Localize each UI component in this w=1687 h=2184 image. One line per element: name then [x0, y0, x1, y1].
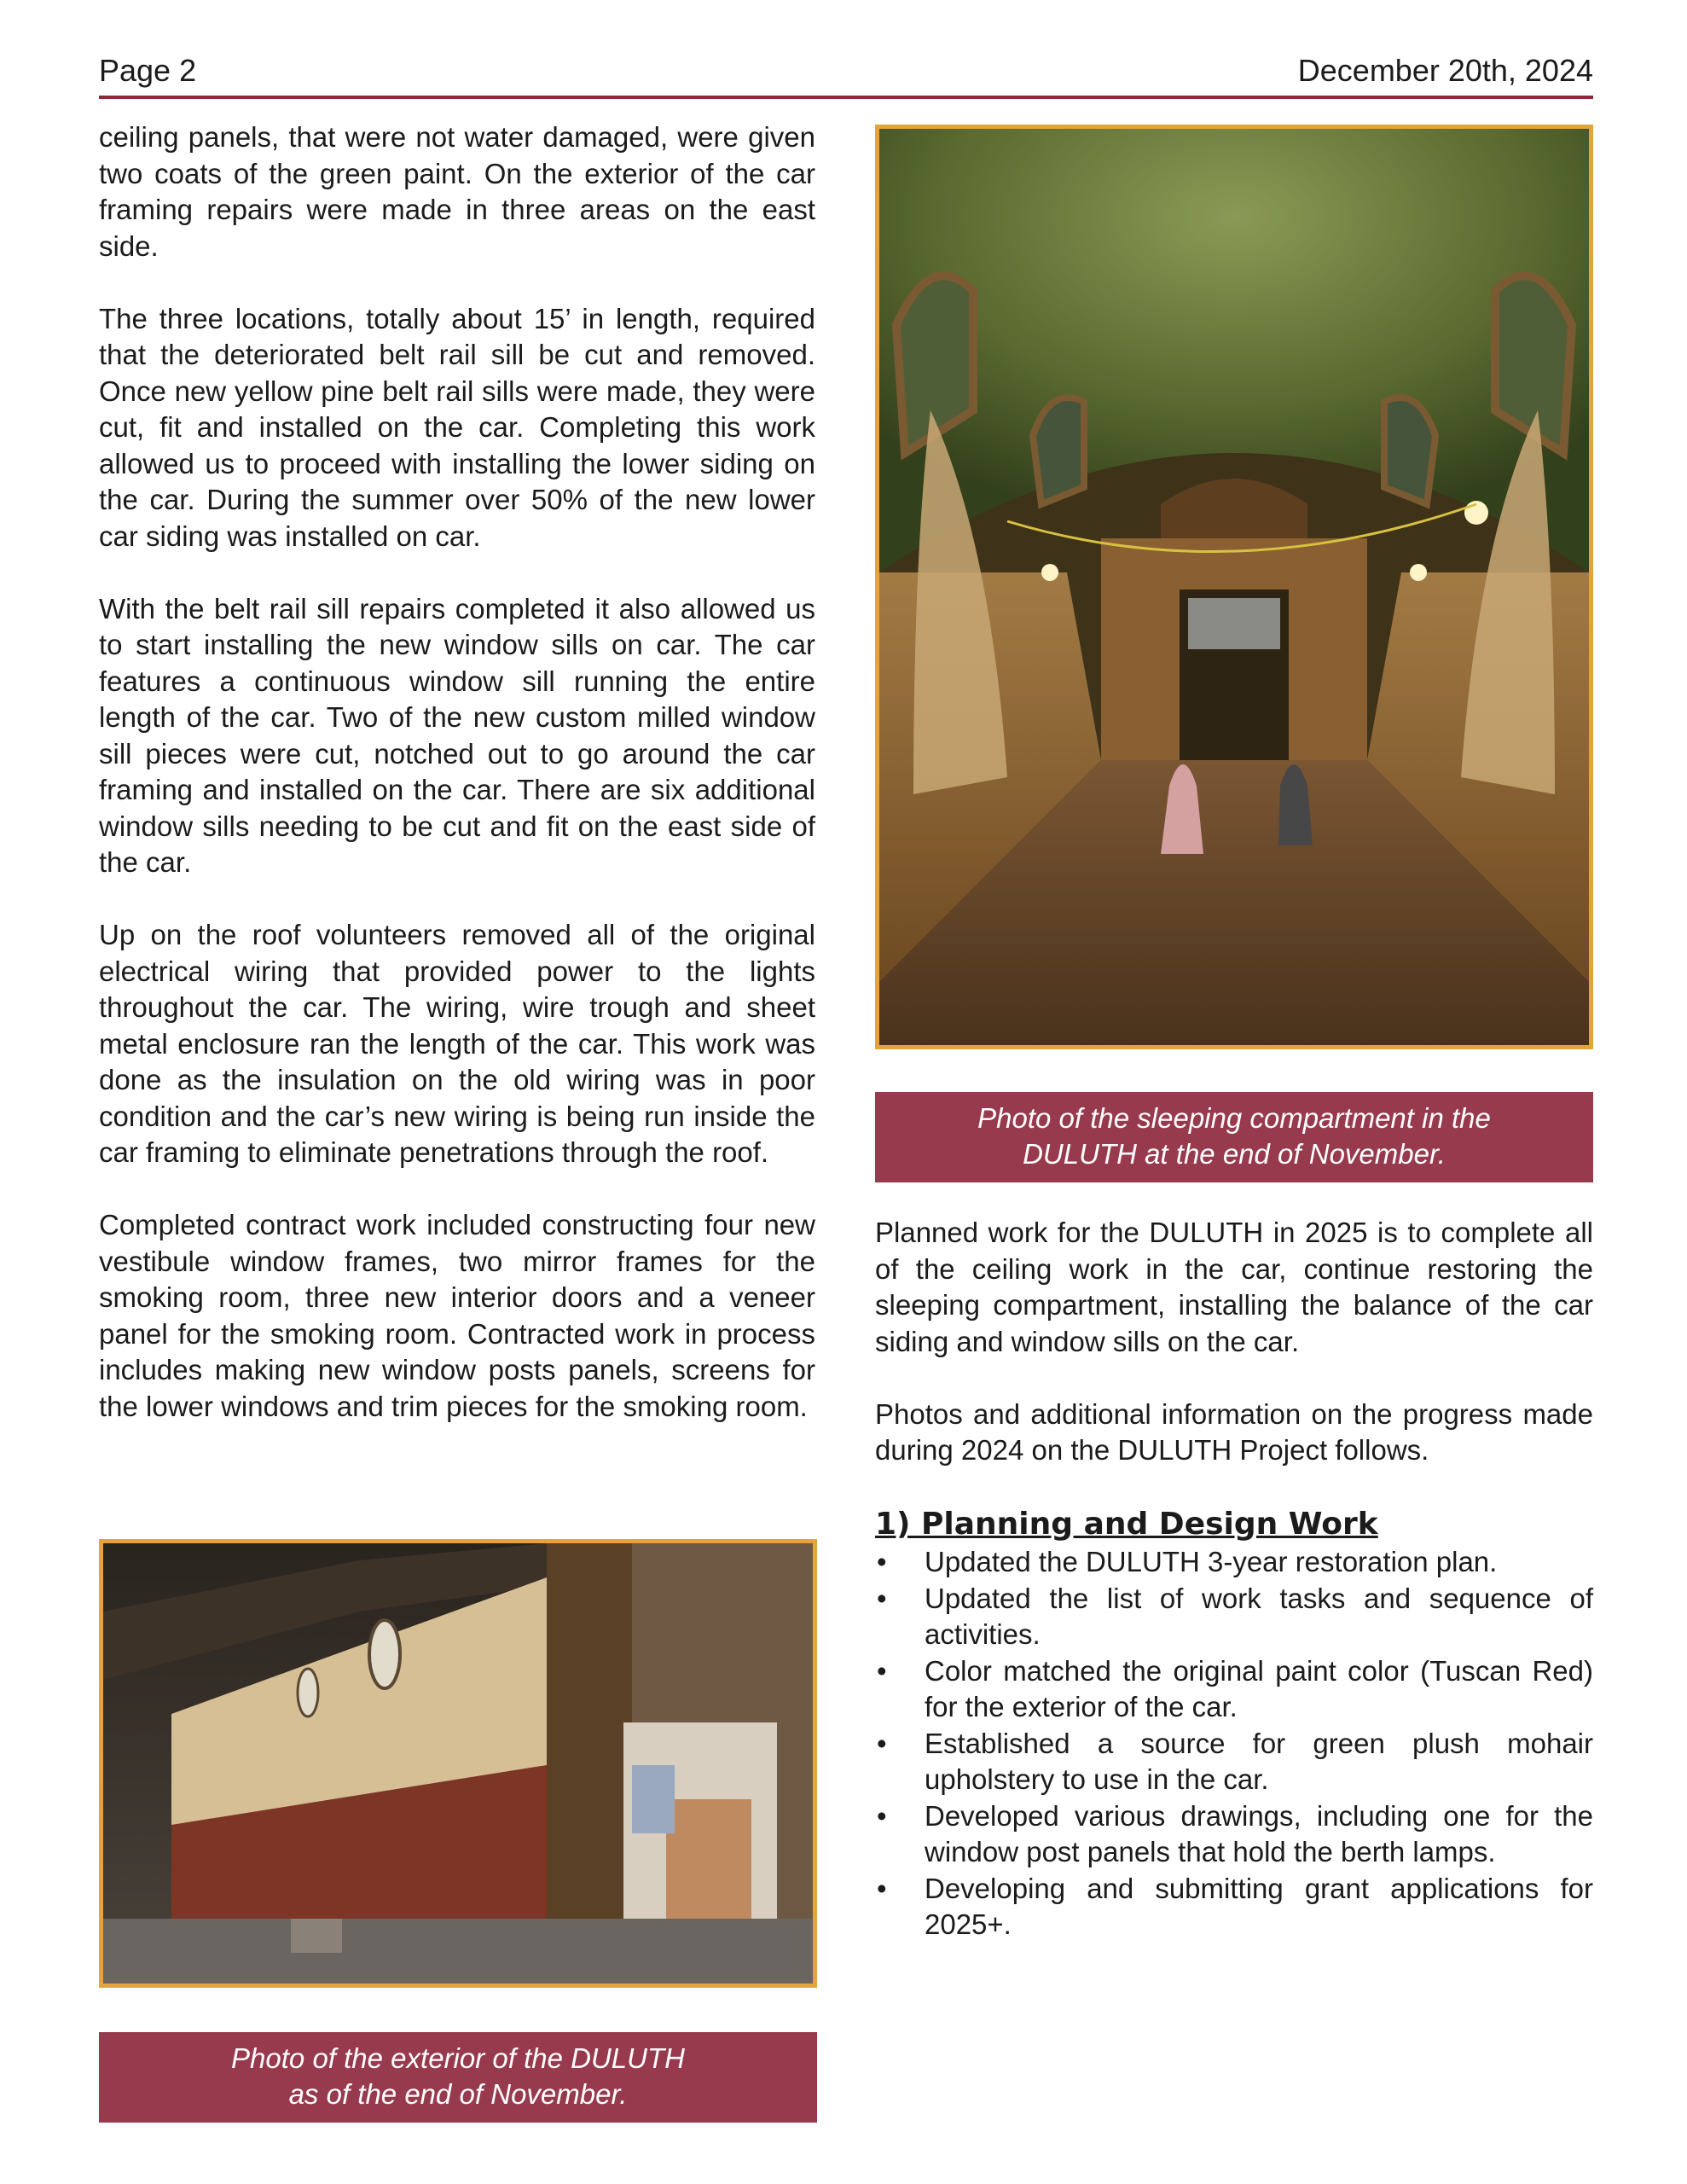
bullet-icon: •: [877, 1546, 887, 1577]
list-item: [875, 1544, 1593, 1581]
list-item-text: Updated the list of work tasks and sequence of activities.: [925, 1582, 1593, 1650]
list-item: [875, 1798, 1593, 1871]
paragraph-contract-work: Completed contract work included constructing four new vestibule window frames, two mirror frames for the smoking room, three new interior doors and a veneer panel for the smoking room. Contracted work in process includes making new window posts panels, screens for the lower windows and trim pieces for the smoking room.: [99, 1209, 815, 1422]
list-item: [875, 1871, 1593, 1943]
list-item-text: Updated the DULUTH 3-year restoration plan.: [925, 1546, 1498, 1577]
sleeping-compartment-photo: [875, 125, 1593, 1049]
bullet-icon: •: [877, 1727, 887, 1759]
caption-line: Photo of the sleeping compartment in the: [977, 1102, 1491, 1134]
paragraph-photos-follow: Photos and additional information on the progress made during 2024 on the DULUTH Project follows.: [875, 1397, 1593, 1466]
exterior-caption: [99, 2032, 817, 2123]
paragraph-window-sills: With the belt rail sill repairs completed it also allowed us to start installing the new window sills on car. The car features a continuous window sill running the entire length of the car. Two of the new custom milled window sill pieces were cut, notched out to go around the car framing and installed on the car. There are six additional window sills needing to be cut and fit on the east side of the car.: [99, 592, 815, 878]
caption-line: DULUTH at the end of November.: [1023, 1138, 1446, 1170]
list-item: [875, 1581, 1593, 1653]
left-column-text: [99, 119, 815, 1461]
page-header: [99, 53, 1593, 101]
list-item: [875, 1653, 1593, 1726]
paragraph-ceiling-panels: ceiling panels, that were not water damaged, were given two coats of the green paint. On the exterior of the car framing repairs were made in three areas on the east side.: [99, 121, 815, 262]
list-item-text: Color matched the original paint color (Tuscan Red) for the exterior of the car.: [925, 1654, 1593, 1722]
exterior-photo: [99, 1539, 817, 1988]
sleeping-compartment-caption: [875, 1092, 1593, 1182]
header-rule: [99, 96, 1593, 99]
paragraph-belt-rail: The three locations, totally about 15’ in length, required that the deteriorated belt rail sill be cut and removed. Once new yellow pine belt rail sills were made, they were cut, fit and installed on the car. Completing this work allowed us to proceed with installing the lower siding on the car. During the summer over 50% of the new lower car siding was installed on car.: [99, 302, 815, 552]
list-item-text: Established a source for green plush mohair upholstery to use in the car.: [925, 1727, 1593, 1795]
bullet-icon: •: [877, 1872, 887, 1904]
right-column-text: [875, 1215, 1593, 1943]
list-item: [875, 1726, 1593, 1798]
planning-task-list: [875, 1544, 1593, 1943]
caption-line: as of the end of November.: [288, 2078, 628, 2110]
caption-line: Photo of the exterior of the DULUTH: [231, 2042, 685, 2074]
list-item-text: Developed various drawings, including one for the window post panels that hold the berth lamps.: [925, 1799, 1593, 1867]
paragraph-planned-work: Planned work for the DULUTH in 2025 is to complete all of the ceiling work in the car, continue restoring the sleeping compartment, installing the balance of the car siding and window sills on the car.: [875, 1217, 1593, 1357]
list-item-text: Developing and submitting grant applications for 2025+.: [925, 1872, 1593, 1940]
section-heading: 1) Planning and Design Work: [875, 1507, 1378, 1542]
bullet-icon: •: [877, 1582, 887, 1614]
bullet-icon: •: [877, 1654, 887, 1687]
issue-date: December 20th, 2024: [1297, 53, 1593, 88]
paragraph-roof-wiring: Up on the roof volunteers removed all of the original electrical wiring that provided power to the lights throughout the car. The wiring, wire trough and sheet metal enclosure ran the length of the car. This work was done as the insulation on the old wiring was in poor condition and the car’s new wiring is being run inside the car framing to eliminate penetrations through the roof.: [99, 919, 815, 1168]
bullet-icon: •: [877, 1799, 887, 1832]
page-number: Page 2: [99, 53, 197, 88]
